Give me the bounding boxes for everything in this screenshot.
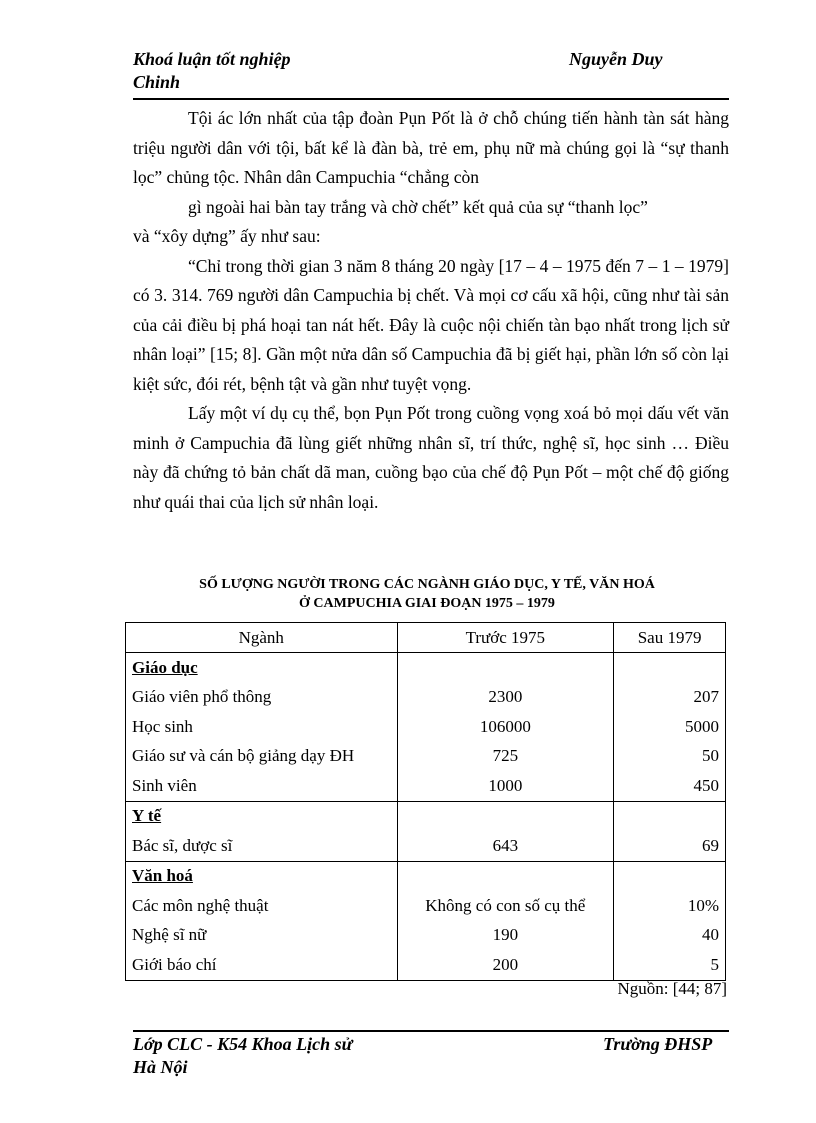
table-header-row	[126, 623, 726, 653]
table-row	[126, 921, 726, 951]
row-value-before: 725	[397, 742, 614, 772]
row-value-after: 5	[614, 950, 726, 980]
row-value-before: 1000	[397, 771, 614, 801]
page-footer	[133, 1030, 729, 1079]
table-row	[126, 891, 726, 921]
row-value-before: 643	[397, 831, 614, 861]
row-label: Giáo sư và cán bộ giảng dạy ĐH	[126, 742, 398, 772]
section-row-culture	[126, 861, 726, 891]
table-title-line-1: SỐ LƯỢNG NGƯỜI TRONG CÁC NGÀNH GIÁO DỤC, Y TẾ, VĂN HOÁ	[199, 577, 655, 592]
row-value-after: 40	[614, 921, 726, 951]
section-row-education	[126, 653, 726, 683]
table-row	[126, 950, 726, 980]
page-header	[133, 48, 729, 100]
table-title	[125, 575, 729, 613]
paragraph-3: và “xôy dựng” ấy như sau:	[133, 226, 321, 246]
section-label: Văn hoá	[126, 861, 398, 891]
paragraph-1: Tội ác lớn nhất của tập đoàn Pụn Pốt là ở chỗ chúng tiến hành tàn sát hàng triệu người dân với tội, bất kể là đàn bà, trẻ em, phụ nữ mà chúng gọi là “sự thanh lọc” chủng tộc. Nhân dân Campuchia “chẳng còn	[133, 108, 729, 187]
header-title-continued: Chinh	[133, 72, 181, 92]
row-label: Bác sĩ, dược sĩ	[126, 831, 398, 861]
row-label: Sinh viên	[126, 771, 398, 801]
header-cell-after-1979: Sau 1979	[614, 623, 726, 653]
row-value-after: 450	[614, 771, 726, 801]
header-author: Nguyễn Duy	[569, 49, 663, 69]
table-row	[126, 683, 726, 713]
row-value-after: 50	[614, 742, 726, 772]
row-value-after: 10%	[614, 891, 726, 921]
table-row	[126, 831, 726, 861]
row-label: Giáo viên phổ thông	[126, 683, 398, 713]
row-label: Các môn nghệ thuật	[126, 891, 398, 921]
footer-city: Hà Nội	[133, 1057, 188, 1077]
row-label: Nghệ sĩ nữ	[126, 921, 398, 951]
row-value-after: 207	[614, 683, 726, 713]
row-value-before: 190	[397, 921, 614, 951]
header-cell-before-1975: Trước 1975	[397, 623, 614, 653]
row-value-after: 69	[614, 831, 726, 861]
table-row	[126, 712, 726, 742]
row-value-before: 2300	[397, 683, 614, 713]
table-title-line-2: Ở CAMPUCHIA GIAI ĐOẠN 1975 – 1979	[299, 596, 555, 611]
paragraph-4: “Chỉ trong thời gian 3 năm 8 tháng 20 ngày [17 – 4 – 1975 đến 7 – 1 – 1979] có 3. 314. 769 người dân Campuchia bị chết. Và mọi cơ cấu xã hội, cũng như tài sản của cải điều bị phá hoại tan nát hết. Đây là cuộc nội chiến tàn bạo nhất trong lịch sử nhân loại” [15; 8]. Gần một nửa dân số Campuchia đã bị giết hại, phần lớn số còn lại kiệt sức, đói rét, bệnh tật và gần như tuyệt vọng.	[133, 255, 729, 394]
section-row-health	[126, 801, 726, 831]
table-source: Nguồn: [44; 87]	[617, 979, 727, 998]
row-value-after: 5000	[614, 712, 726, 742]
row-value-before: 106000	[397, 712, 614, 742]
header-cell-sector: Ngành	[126, 623, 398, 653]
row-label: Giới báo chí	[126, 950, 398, 980]
row-value-before: Không có con số cụ thể	[397, 891, 614, 921]
table-row	[126, 771, 726, 801]
header-title: Khoá luận tốt nghiệp	[133, 49, 291, 69]
footer-university: Trường ĐHSP	[603, 1034, 713, 1054]
data-table	[125, 622, 726, 981]
table-row	[126, 742, 726, 772]
footer-class: Lớp CLC - K54 Khoa Lịch sử	[133, 1034, 353, 1054]
paragraph-2: gì ngoài hai bàn tay trắng và chờ chết” kết quả của sự “thanh lọc”	[188, 196, 648, 217]
paragraph-5: Lấy một ví dụ cụ thể, bọn Pụn Pốt trong cuồng vọng xoá bỏ mọi dấu vết văn minh ở Campuchia đã lùng giết những nhân sĩ, trí thức, nghệ sĩ, học sinh … Điều này đã chứng tỏ bản chất dã man, cuồng bạo của chế độ Pụn Pốt – một chế độ giống như quái thai của lịch sử nhân loại.	[133, 403, 729, 512]
section-label: Giáo dục	[126, 653, 398, 683]
section-label: Y tế	[126, 801, 398, 831]
row-label: Học sinh	[126, 712, 398, 742]
row-value-before: 200	[397, 950, 614, 980]
body-text	[133, 104, 729, 517]
